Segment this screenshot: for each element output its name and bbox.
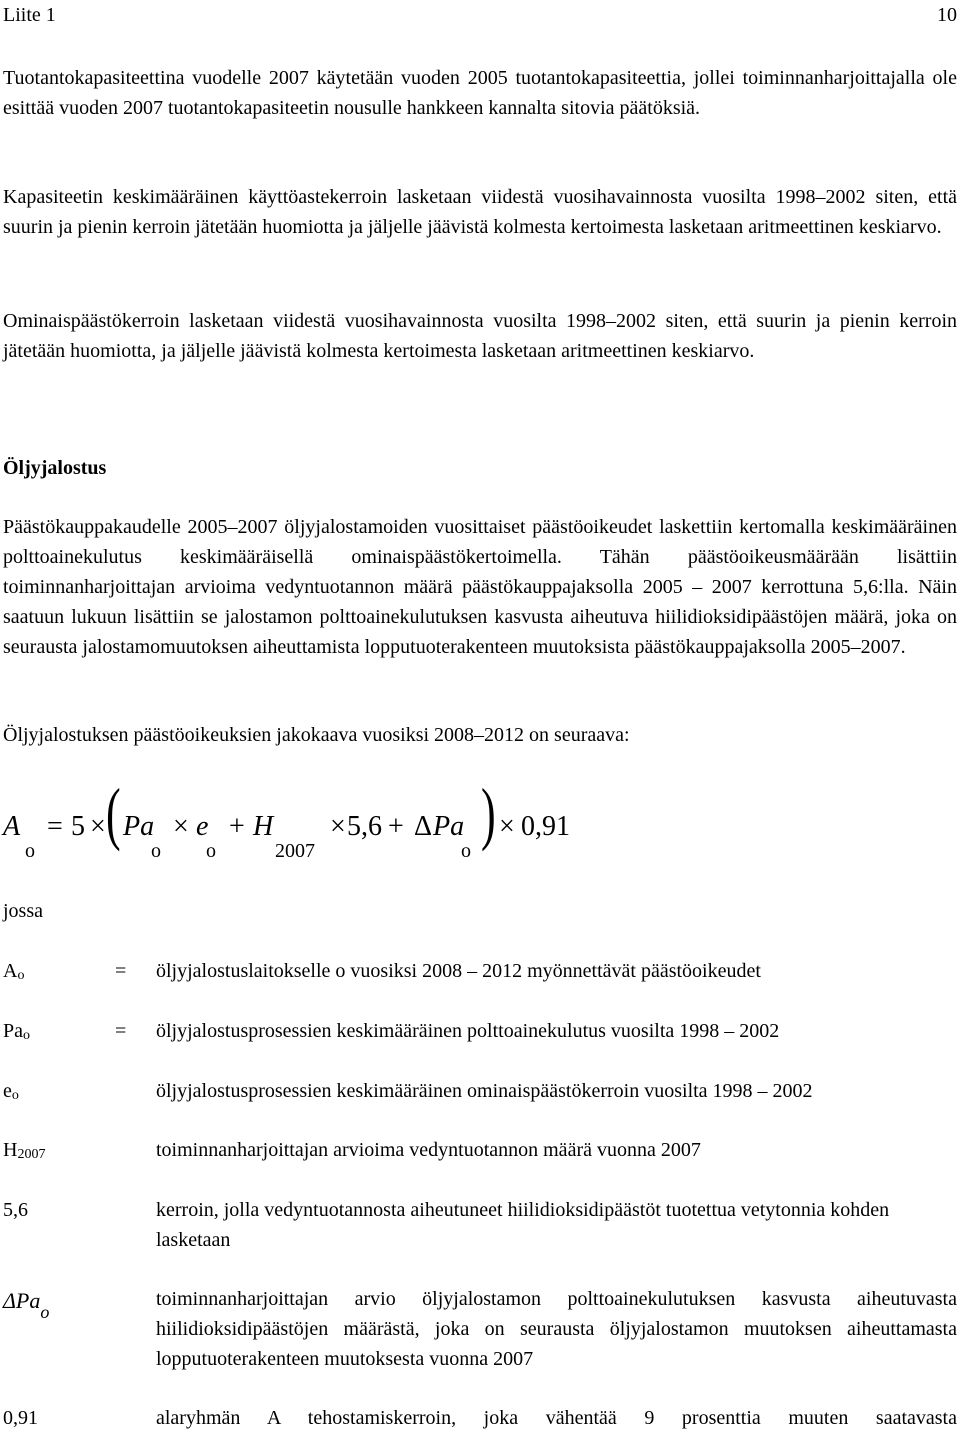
formula-plus-1: + bbox=[229, 811, 245, 842]
paragraph-allocation-formula-intro: Öljyjalostuksen päästöoikeuksien jakokaava vuosiksi 2008–2012 on seuraava: bbox=[3, 724, 630, 746]
formula-times-2: × bbox=[173, 811, 189, 842]
definition-symbol: ΔPa$_o$ bbox=[3, 1288, 50, 1322]
paragraph-emission-factor: Ominaispäästökerroin lasketaan viidestä vuosihavainnosta vuosilta 1998–2002 siten, että suurin ja pienin kerroin jätetään huomiotta, ja jäljelle jäävistä kolmesta kertoimesta lasketaan aritmeettinen keskiarvo. bbox=[3, 310, 957, 362]
formula-times-1: × bbox=[90, 811, 106, 842]
formula-delta-Pa: Pa bbox=[433, 811, 465, 842]
formula-Pa: Pa bbox=[123, 811, 155, 842]
definition-equals: = bbox=[115, 1020, 127, 1042]
formula-k56: 5,6 bbox=[347, 811, 382, 842]
definition-symbol: $Pa_o$ bbox=[3, 1020, 30, 1043]
definition-text: alaryhmän A tehostamiskerroin, joka vähentää 9 prosenttia muuten saatavasta bbox=[156, 1407, 957, 1429]
formula-e: e bbox=[196, 811, 209, 842]
where-label: jossa bbox=[3, 900, 43, 922]
formula-H-sub: 2007 bbox=[275, 840, 315, 862]
definition-text: toiminnanharjoittajan arvio öljyjalostamon polttoainekulutuksen kasvusta aiheutuvasta hiilidioksidipäästöjen määrästä, joka on seurausta öljyjalostamon muutoksen aiheuttamasta lopputuoterakenteen muutoksesta vuonna 2007 bbox=[156, 1288, 957, 1370]
definition-equals: = bbox=[115, 960, 127, 982]
formula-e-sub: o bbox=[206, 840, 216, 862]
paragraph-utilization-factor: Kapasiteetin keskimääräinen käyttöastekerroin lasketaan viidestä vuosihavainnosta vuosilta 1998–2002 siten, että suurin ja pienin kerroin jätetään huomiotta ja jäljelle jäävistä kolmesta kertoimesta lasketaan aritmeettinen keskiarvo. bbox=[3, 186, 957, 238]
formula-plus-2: + bbox=[388, 811, 404, 842]
definition-symbol: $e_o$ bbox=[3, 1080, 19, 1103]
definition-text: öljyjalostusprosessien keskimääräinen polttoainekulutus vuosilta 1998 – 2002 bbox=[156, 1020, 780, 1042]
definition-text: kerroin, jolla vedyntuotannosta aiheutuneet hiilidioksidipäästöt tuotettua vetytonnia kohden lasketaan bbox=[156, 1199, 890, 1251]
definition-text: toiminnanharjoittajan arvioima vedyntuotannon määrä vuonna 2007 bbox=[156, 1139, 701, 1161]
formula-left-paren: ( bbox=[106, 774, 121, 853]
formula-delta-Pa-sub: o bbox=[461, 840, 471, 862]
allocation-formula bbox=[3, 774, 703, 870]
definition-text: öljyjalostusprosessien keskimääräinen ominaispäästökerroin vuosilta 1998 – 2002 bbox=[156, 1080, 813, 1102]
page-header bbox=[3, 0, 957, 30]
formula-A-sub: o bbox=[25, 840, 35, 862]
appendix-label: Liite 1 bbox=[3, 4, 56, 26]
formula-H: H bbox=[253, 811, 274, 842]
formula-times-3: × bbox=[330, 811, 346, 842]
formula-delta: Δ bbox=[414, 811, 433, 842]
formula-five: 5 bbox=[71, 811, 85, 842]
section-heading-oil-refining: Öljyjalostus bbox=[3, 457, 107, 479]
formula-right-paren: ) bbox=[481, 774, 496, 853]
definition-symbol: 0,91 bbox=[3, 1407, 38, 1429]
definition-symbol: $A_o$ bbox=[3, 960, 25, 983]
formula-times-4: × bbox=[499, 811, 515, 842]
formula-equals: = bbox=[47, 811, 63, 842]
paragraph-oil-refining-2005-2007: Päästökauppakaudelle 2005–2007 öljyjalostamoiden vuosittaiset päästöoikeudet laskettiin kertomalla keskimääräinen polttoainekulutus keskimääräisellä ominaispäästökertoimella. Tähän päästöoikeusmäärään lisättiin toiminnanharjoittajan arvioima vedyntuotannon määrä päästökauppajaksolla 2005 – 2007 kerrottuna 5,6:lla. Näin saatuun lukuun lisättiin se jalostamon polttoainekulutuksen kasvusta aiheutuva hiilidioksidipäästöjen määrä, joka on seurausta jalostamomuutoksen aiheuttamista lopputuoterakenteen muutoksista päästökauppajaksolla 2005–2007. bbox=[3, 516, 957, 658]
paragraph-capacity-2007: Tuotantokapasiteettina vuodelle 2007 käytetään vuoden 2005 tuotantokapasiteettia, jollei toiminnanharjoittajalla ole esittää vuoden 2007 tuotantokapasiteetin nousulle hankkeen kannalta sitovia päätöksiä. bbox=[3, 67, 957, 119]
definition-symbol: $H_{2007}$ bbox=[3, 1139, 46, 1162]
formula-Pa-sub: o bbox=[151, 840, 161, 862]
definition-text: öljyjalostuslaitokselle o vuosiksi 2008 – 2012 myönnettävät päästöoikeudet bbox=[156, 960, 761, 982]
formula-A: A bbox=[3, 811, 21, 842]
formula-k091: 0,91 bbox=[521, 811, 570, 842]
definition-symbol: 5,6 bbox=[3, 1199, 28, 1221]
page-number: 10 bbox=[937, 4, 957, 26]
